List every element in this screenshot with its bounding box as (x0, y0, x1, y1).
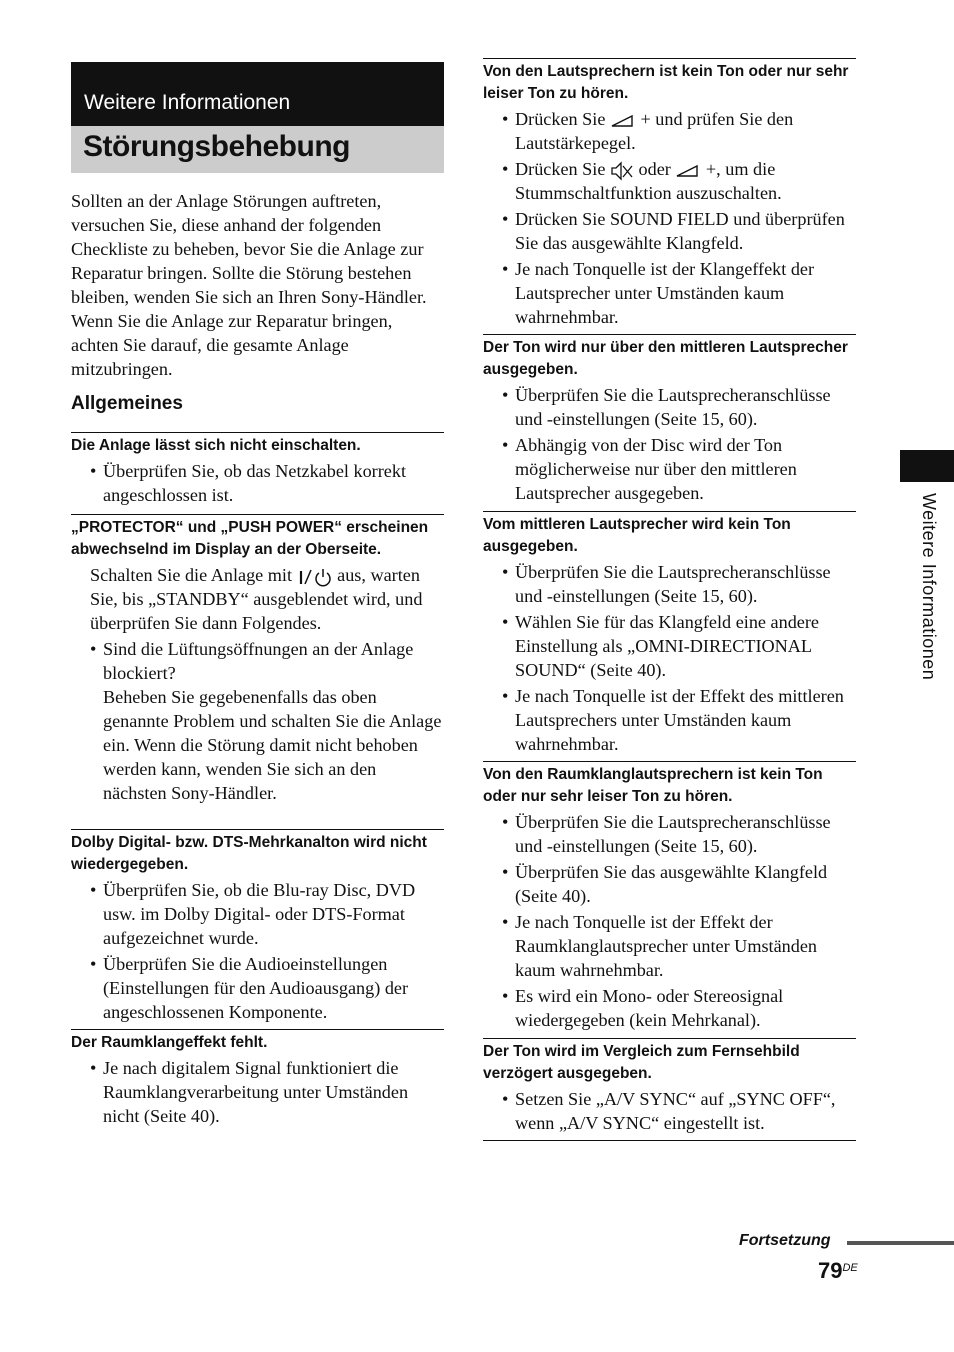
issue-heading: Der Ton wird im Vergleich zum Fernsehbild verzögert ausgegeben. (483, 1043, 800, 1082)
list-item-detail: Beheben Sie gegebenenfalls das oben genannte Problem und schalten Sie die Anlage ein. Wenn die Störung damit nicht behoben werden kann, wenden Sie sich an den nächsten Sony-Händler. (103, 687, 442, 803)
section-header (71, 62, 444, 126)
side-tab-marker (900, 450, 954, 482)
issue-heading: „PROTECTOR“ und „PUSH POWER“ erscheinen abwechselnd im Display an der Oberseite. (71, 519, 429, 558)
list-item: • Überprüfen Sie die Lautsprecheranschlüsse und -einstellungen (Seite 15, 60). (483, 810, 856, 858)
issue-block (71, 829, 444, 1024)
list-item-text: +, um die Stummschaltfunktion auszuschalten. (515, 159, 782, 203)
issue-heading: Der Raumklangeffekt fehlt. (71, 1034, 268, 1051)
issue-heading: Von den Lautsprechern ist kein Ton oder nur sehr leiser Ton zu hören. (483, 63, 849, 102)
list-item: • Überprüfen Sie, ob das Netzkabel korrekt angeschlossen ist. (71, 459, 444, 507)
list-item-text: oder (638, 159, 671, 179)
issue-block (483, 761, 856, 1032)
page-title: Störungsbehebung (83, 130, 350, 163)
instruction-text-part: aus, warten Sie, bis „STANDBY“ ausgeblendet wird, und überprüfen Sie dann Folgendes. (90, 565, 423, 633)
list-item: • Setzen Sie „A/V SYNC“ auf „SYNC OFF“, wenn „A/V SYNC“ eingestellt ist. (483, 1087, 856, 1135)
power-icon (297, 567, 333, 587)
list-item: • Wählen Sie für das Klangfeld eine andere Einstellung als „OMNI-DIRECTIONAL SOUND“ (Seite 40). (483, 610, 856, 682)
section-title: Weitere Informationen (84, 91, 291, 114)
issue-block (71, 514, 444, 805)
issue-heading: Von den Raumklanglautsprechern ist kein Ton oder nur sehr leiser Ton zu hören. (483, 766, 823, 805)
volume-icon (675, 164, 701, 178)
list-item: • Es wird ein Mono- oder Stereosignal wiedergegeben (kein Mehrkanal). (483, 984, 856, 1032)
list-item (483, 157, 856, 205)
list-item: • Je nach Tonquelle ist der Klangeffekt der Lautsprecher unter Umständen kaum wahrnehmbar. (483, 257, 856, 329)
list-item (483, 107, 856, 155)
instruction-text (71, 563, 444, 635)
list-item: • Abhängig von der Disc wird der Ton möglicherweise nur über den mittleren Lautsprecher ausgegeben. (483, 433, 856, 505)
list-item: • Überprüfen Sie die Lautsprecheranschlüsse und -einstellungen (Seite 15, 60). (483, 383, 856, 431)
page-number-value: 79 (818, 1258, 843, 1283)
continued-rule (847, 1241, 954, 1245)
list-item-text: + und prüfen Sie den Lautstärkepegel. (515, 109, 794, 153)
list-item: • Je nach Tonquelle ist der Effekt der Raumklanglautsprecher unter Umständen kaum wahrnehmbar. (483, 910, 856, 982)
mute-icon (610, 161, 634, 181)
divider (483, 1140, 856, 1141)
list-item-text: Drücken Sie (515, 159, 606, 179)
continued-label: Fortsetzung (739, 1232, 831, 1249)
list-item: • Überprüfen Sie die Lautsprecheranschlüsse und -einstellungen (Seite 15, 60). (483, 560, 856, 608)
list-item: • Je nach digitalem Signal funktioniert die Raumklangverarbeitung unter Umständen nicht (Seite 40). (71, 1056, 444, 1128)
list-item-text: • Sind die Lüftungsöffnungen an der Anlage blockiert? (103, 639, 414, 683)
page-lang-suffix: DE (842, 1262, 858, 1274)
volume-icon (610, 114, 636, 128)
issue-heading: Die Anlage lässt sich nicht einschalten. (71, 437, 361, 454)
page-number (818, 1258, 858, 1284)
list-item: • Drücken Sie SOUND FIELD und überprüfen Sie das ausgewählte Klangfeld. (483, 207, 856, 255)
subheading-allgemeines: Allgemeines (71, 393, 183, 414)
list-item: • Überprüfen Sie die Audioeinstellungen (Einstellungen für den Audioausgang) der angeschlossenen Komponente. (71, 952, 444, 1024)
list-item: • Überprüfen Sie, ob die Blu-ray Disc, DVD usw. im Dolby Digital- oder DTS-Format aufgezeichnet wurde. (71, 878, 444, 950)
issue-block (483, 1038, 856, 1135)
issue-heading: Dolby Digital- bzw. DTS-Mehrkanalton wird nicht wiedergegeben. (71, 834, 427, 873)
issue-block (483, 511, 856, 756)
issue-block (71, 432, 444, 507)
issue-block (483, 58, 856, 329)
issue-heading: Vom mittleren Lautsprecher wird kein Ton ausgegeben. (483, 516, 791, 555)
list-item: • Überprüfen Sie das ausgewählte Klangfeld (Seite 40). (483, 860, 856, 908)
list-item: • Je nach Tonquelle ist der Effekt des mittleren Lautsprechers unter Umständen kaum wahrnehmbar. (483, 684, 856, 756)
issue-block (483, 334, 856, 505)
list-item-text: Drücken Sie (515, 109, 606, 129)
issue-heading: Der Ton wird nur über den mittleren Lautsprecher ausgegeben. (483, 339, 848, 378)
page-title-bar (71, 126, 444, 173)
instruction-text-part: Schalten Sie die Anlage mit (90, 565, 293, 585)
list-item (71, 637, 444, 805)
intro-paragraph: Sollten an der Anlage Störungen auftreten, versuchen Sie, diese anhand der folgenden Checkliste zu beheben, bevor Sie die Anlage zur Reparatur bringen. Sollte die Störung bestehen bleiben, wenden Sie sich an Ihren Sony-Händler. Wenn Sie die Anlage zur Reparatur bringen, achten Sie darauf, die gesamte Anlage mitzubringen. (71, 191, 427, 379)
side-tab-label: Weitere Informationen (919, 493, 939, 681)
issue-block (71, 1029, 444, 1128)
